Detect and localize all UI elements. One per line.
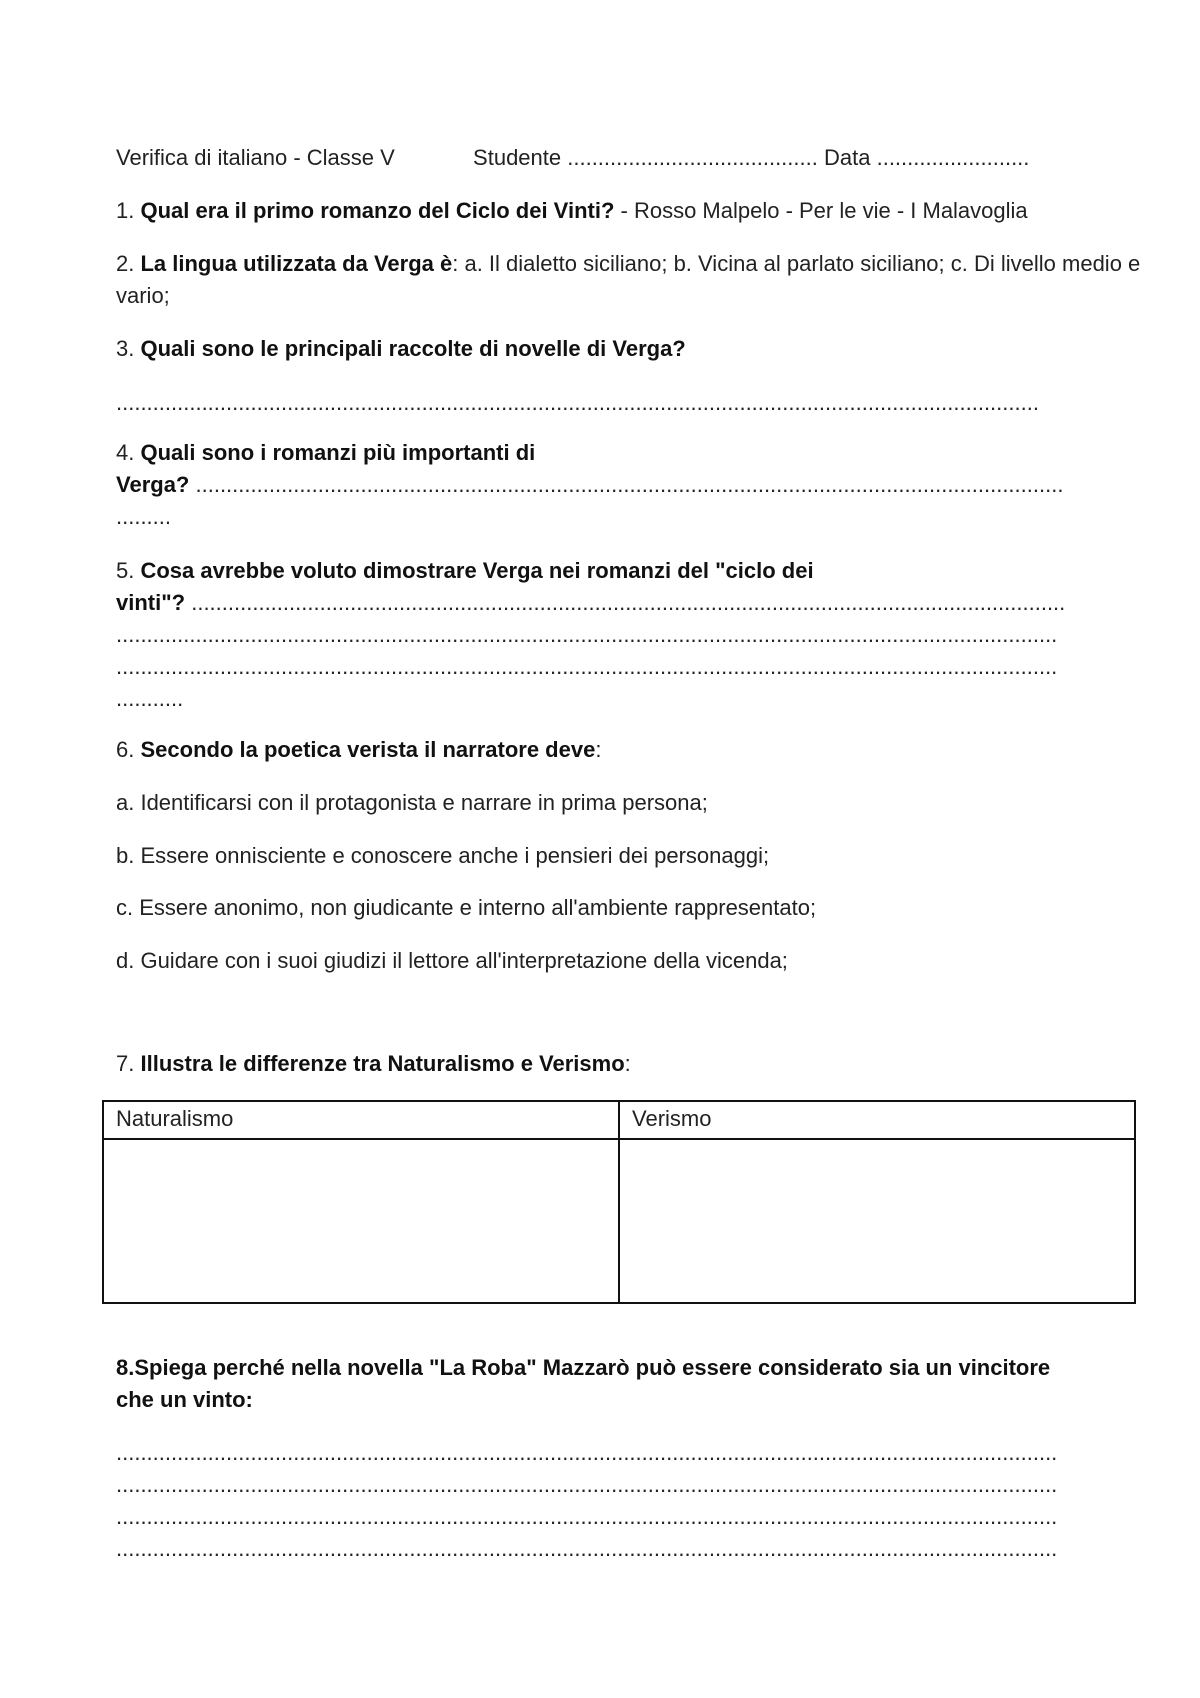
question-2-number: 2. [116,251,135,276]
table-header-row [103,1101,1135,1139]
question-7-number: 7. [116,1051,135,1076]
comparison-table [102,1100,1136,1304]
answer-dotted-line: .......................................................................................................................................................... [116,1472,1058,1497]
answer-dotted-line[interactable]: .............................................................................................................................................. [195,472,1064,497]
table-answer-row [103,1139,1135,1303]
date-field[interactable]: ......................... [876,145,1030,170]
answer-dotted-line: ......... [116,504,172,529]
naturalismo-answer-cell[interactable] [103,1139,619,1303]
question-5-text-line1: Cosa avrebbe voluto dimostrare Verga nei romanzi del "ciclo dei [140,558,814,583]
question-6-option-d[interactable] [116,945,1152,977]
header-subject: Verifica di italiano - Classe V [116,145,395,170]
table-header-naturalismo: Naturalismo [103,1101,619,1139]
question-4-answer-area[interactable] [116,501,1152,533]
answer-dotted-line: .......................................................................................................................................................... [116,622,1058,647]
question-2-options: : a. Il dialetto siciliano; b. Vicina al parlato siciliano; c. Di livello medio e vario; [116,251,1141,308]
question-3-answer-area[interactable] [116,387,1152,419]
answer-dotted-line: .......................................................................................................................................................... [116,1536,1058,1561]
question-6-text: Secondo la poetica verista il narratore deve [140,737,596,762]
question-5-number: 5. [116,558,135,583]
question-1-number: 1. [116,198,135,223]
option-text: c. Essere anonimo, non giudicante e interno all'ambiente rappresentato; [116,895,817,920]
question-1-text: Qual era il primo romanzo del Ciclo dei Vinti? [140,198,615,223]
question-8-answer-area[interactable] [116,1437,1152,1565]
question-7-text: Illustra le differenze tra Naturalismo e Verismo [140,1051,625,1076]
answer-dotted-line[interactable]: ............................................................................................................................................... [191,590,1066,615]
answer-dotted-line: ....................................................................................................................................................... [116,390,1039,415]
question-4-line2 [116,469,1152,501]
question-4-number: 4. [116,440,135,465]
question-6-number: 6. [116,737,135,762]
answer-dotted-line: .......................................................................................................................................................... [116,654,1058,679]
question-1 [116,195,1152,227]
question-3 [116,333,1152,365]
question-6 [116,734,1152,766]
question-5-line2 [116,587,1152,619]
question-8-text-line2: che un vinto: [116,1387,253,1412]
question-5-answer-area[interactable] [116,619,1152,715]
question-6-option-b[interactable] [116,840,1152,872]
question-2-text: La lingua utilizzata da Verga è [140,251,453,276]
question-4 [116,437,1152,469]
question-8-text-line1: 8.Spiega perché nella novella "La Roba" Mazzarò può essere considerato sia un vincitore [116,1355,1051,1380]
question-4-text-line2: Verga? [116,472,190,497]
option-text: a. Identificarsi con il protagonista e narrare in prima persona; [116,790,708,815]
answer-dotted-line: ........... [116,686,184,711]
question-1-options: - Rosso Malpelo - Per le vie - I Malavoglia [614,198,1028,223]
answer-dotted-line: .......................................................................................................................................................... [116,1440,1058,1465]
table-header-verismo: Verismo [619,1101,1135,1139]
answer-dotted-line: .......................................................................................................................................................... [116,1504,1058,1529]
option-text: d. Guidare con i suoi giudizi il lettore all'interpretazione della vicenda; [116,948,788,973]
worksheet-header [116,142,1152,174]
question-7 [116,1048,1152,1080]
question-3-number: 3. [116,336,135,361]
student-name-field[interactable]: ......................................... [567,145,818,170]
question-8 [116,1352,1152,1384]
question-5 [116,555,1152,587]
student-label: Studente [473,145,562,170]
question-5-text-line2: vinti"? [116,590,186,615]
verismo-answer-cell[interactable] [619,1139,1135,1303]
option-text: b. Essere onnisciente e conoscere anche i pensieri dei personaggi; [116,843,770,868]
question-6-option-a[interactable] [116,787,1152,819]
question-3-text: Quali sono le principali raccolte di novelle di Verga? [140,336,686,361]
question-6-colon: : [595,737,602,762]
question-8-line2 [116,1384,1152,1416]
question-4-text-line1: Quali sono i romanzi più importanti di [140,440,536,465]
question-7-colon: : [624,1051,631,1076]
question-2 [116,248,1152,312]
question-6-option-c[interactable] [116,892,1152,924]
date-label: Data [823,145,871,170]
